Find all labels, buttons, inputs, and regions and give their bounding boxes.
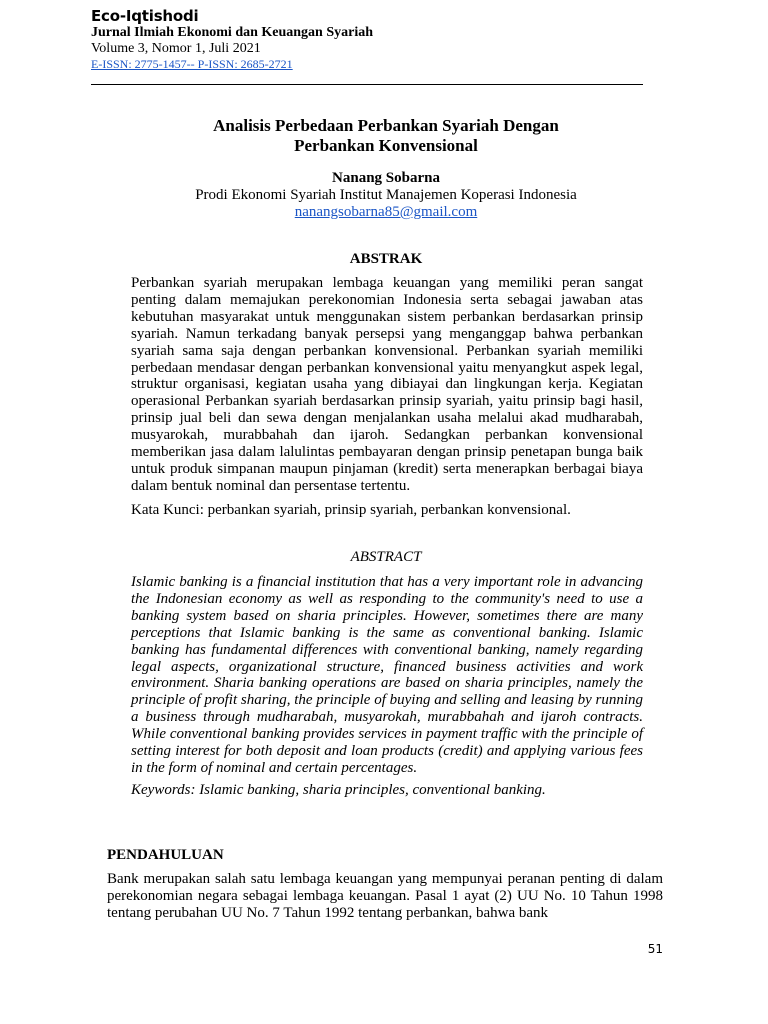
author-name: Nanang Sobarna (332, 170, 440, 186)
section-body-pendahuluan: Bank merupakan salah satu lembaga keuangan yang mempunyai peranan penting di dalam perekonomian negara sebagai lembaga keuangan. Pasal 1 ayat (2) UU No. 10 Tahun 1998 tentang perubahan UU No. 7 Tahun 1992 tentang perbankan, bahwa bank (107, 871, 663, 921)
author-email-link[interactable]: nanangsobarna85@gmail.com (294, 204, 478, 220)
journal-issn-link[interactable]: E-ISSN: 2775-1457-- P-ISSN: 2685-2721 (91, 57, 293, 71)
abstrak-keywords: Kata Kunci: perbankan syariah, prinsip syariah, perbankan konvensional. (131, 502, 571, 518)
page-number: 51 (647, 942, 663, 956)
abstrak-heading: ABSTRAK (349, 251, 423, 267)
header-divider (91, 84, 643, 85)
section-heading-pendahuluan: PENDAHULUAN (107, 847, 224, 863)
abstrak-body: Perbankan syariah merupakan lembaga keuangan yang memiliki peran sangat penting dalam memajukan perekonomian Indonesia serta sebagai jawaban atas kebutuhan masyarakat untuk menggunakan sistem perbankan berdasarkan prinsip syariah. Namun terkadang banyak persepsi yang menganggap bahwa perbankan syariah sama saja dengan perbankan konvensional. Perbankan syariah memiliki perbedaan mendasar dengan perbankan konvensional yaitu menyangkut aspek legal, struktur organisasi, kegiatan usaha yang dibiayai dan lingkungan kerja. Kegiatan operasional Perbankan syariah berdasarkan prinsip syariah, yaitu prinsip bagi hasil, prinsip jual beli dan sewa dengan menjalankan usaha melalui akad mudharabah, musyarokah, murabbahah dan ijaroh. Sedangkan perbankan konvensional memberikan jasa dalam lalulintas pembayaran dengan prinsip penetapan bunga baik untuk produk simpanan maupun pinjaman (kredit) serta menerapkan berbagai biaya dalam bentuk nominal dan persentase tertentu. (131, 275, 643, 494)
abstract-body: Islamic banking is a financial institution that has a very important role in advancing the Indonesian economy as well as responding to the community's need to use a banking system based on sharia principles. However, sometimes there are many perceptions that Islamic banking is the same as conventional banking. Islamic banking has fundamental differences with conventional banking, namely regarding legal aspects, organizational structure, financed business activities and work environment. Sharia banking operations are based on sharia principles, namely the principle of profit sharing, the principle of buying and selling and leasing by running a business through mudharabah, musyarokah, murabbahah and ijaroh contracts. While conventional banking provides services in payment traffic with the principle of setting interest for both deposit and loan products (credit) and applying various fees in the form of nominal and certain percentages. (131, 574, 643, 776)
article-title-line-2: Perbankan Konvensional (294, 136, 478, 155)
abstract-heading: ABSTRACT (350, 549, 422, 565)
author-affiliation: Prodi Ekonomi Syariah Institut Manajemen Koperasi Indonesia (195, 187, 577, 203)
author-email-line (91, 204, 681, 221)
article-title (91, 116, 681, 156)
article-title-line-1: Analisis Perbedaan Perbankan Syariah Dengan (213, 116, 559, 135)
journal-name: Eco-Iqtishodi (91, 7, 199, 25)
abstract-keywords: Keywords: Islamic banking, sharia principles, conventional banking. (131, 782, 546, 798)
journal-subtitle: Jurnal Ilmiah Ekonomi dan Keuangan Syariah (91, 25, 374, 40)
journal-volume: Volume 3, Nomor 1, Juli 2021 (91, 41, 261, 56)
